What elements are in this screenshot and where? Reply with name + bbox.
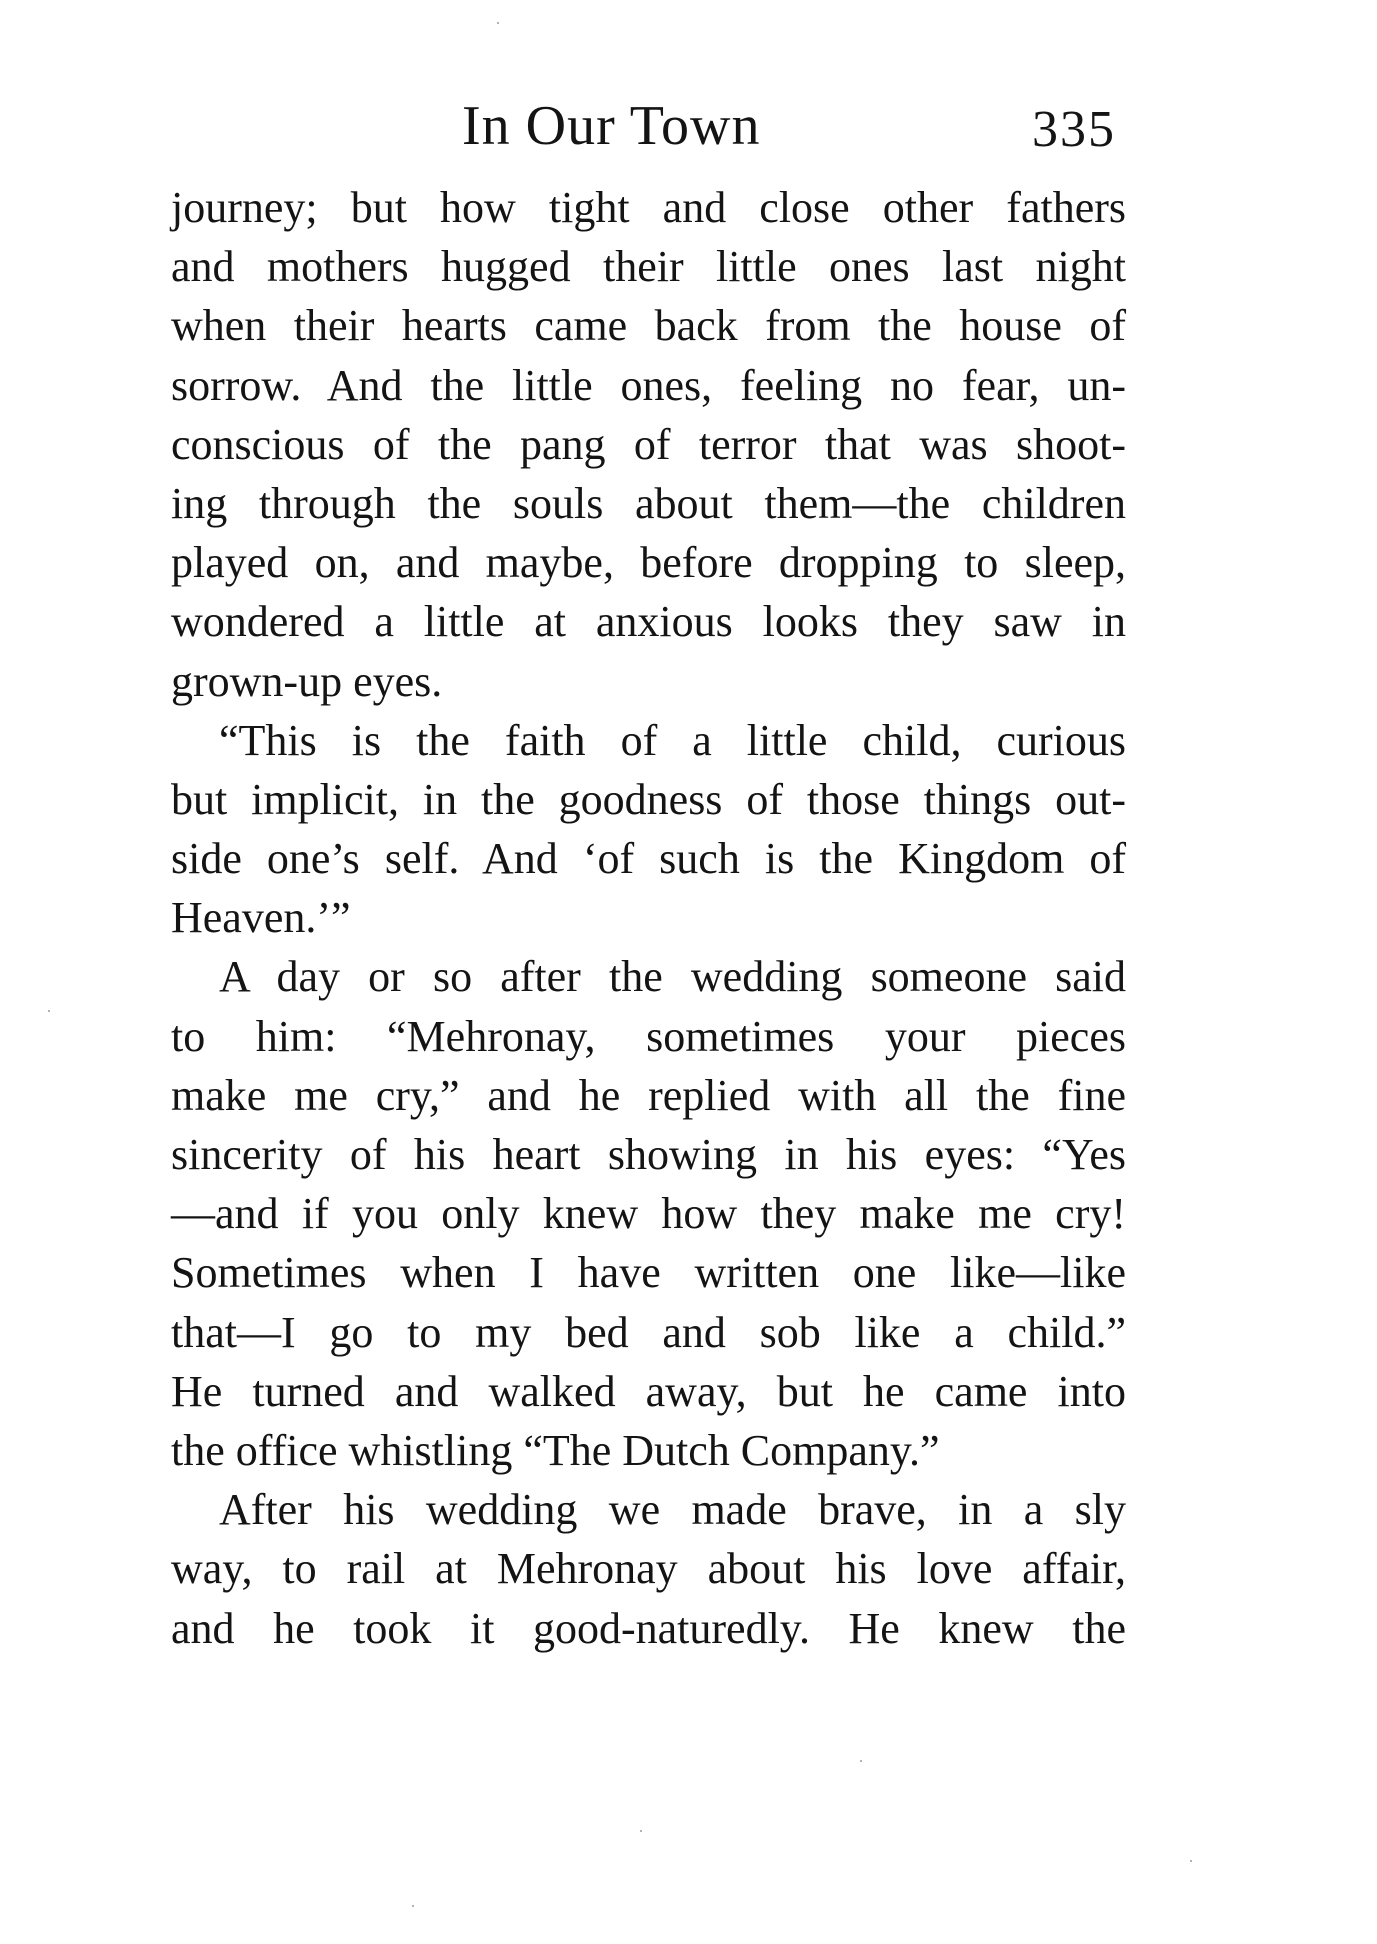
text-line: After his wedding we made brave, in a sly: [219, 1485, 1126, 1535]
text-line: ing through the souls about them—the children: [171, 478, 1126, 528]
text-line: to him: “Mehronay, sometimes your pieces: [171, 1011, 1126, 1061]
paper-speck: [640, 1830, 642, 1832]
text-line: “This is the faith of a little child, curious: [219, 715, 1126, 765]
text-line: and he took it good-naturedly. He knew the: [171, 1603, 1126, 1653]
text-line: grown-up eyes.: [171, 656, 443, 706]
text-line: conscious of the pang of terror that was shoot-: [171, 419, 1126, 469]
text-line: sincerity of his heart showing in his eyes: “Yes: [171, 1130, 1126, 1179]
text-line: that—I go to my bed and sob like a child.”: [171, 1307, 1126, 1357]
paper-speck: [1190, 1860, 1192, 1862]
text-line: A day or so after the wedding someone said: [219, 952, 1126, 1002]
text-line: He turned and walked away, but he came into: [171, 1366, 1126, 1416]
text-line: side one’s self. And ‘of such is the Kingdom of: [171, 834, 1126, 884]
text-line: journey; but how tight and close other fathers: [171, 183, 1126, 232]
paper-speck: [497, 22, 499, 24]
text-line: Heaven.’”: [171, 893, 351, 943]
paper-speck: [48, 1010, 50, 1012]
page-number: 335: [1032, 101, 1116, 158]
text-line: played on, and maybe, before dropping to sleep,: [171, 538, 1126, 588]
paper-speck: [412, 1905, 414, 1907]
text-line: and mothers hugged their little ones last night: [171, 242, 1126, 292]
text-line: —and if you only knew how they make me cry!: [171, 1189, 1126, 1239]
text-line: wondered a little at anxious looks they saw in: [171, 597, 1126, 647]
text-line: sorrow. And the little ones, feeling no fear, un-: [171, 360, 1126, 410]
text-line: make me cry,” and he replied with all the fine: [171, 1070, 1126, 1120]
paper-speck: [860, 1760, 862, 1762]
text-line: Sometimes when I have written one like—like: [171, 1248, 1126, 1298]
text-line: the office whistling “The Dutch Company.”: [171, 1425, 940, 1475]
running-title: In Our Town: [462, 95, 761, 157]
body-text: [171, 178, 1126, 1658]
text-line: when their hearts came back from the house of: [171, 301, 1126, 351]
text-line: way, to rail at Mehronay about his love affair,: [171, 1544, 1126, 1594]
text-line: but implicit, in the goodness of those things out-: [171, 774, 1126, 824]
